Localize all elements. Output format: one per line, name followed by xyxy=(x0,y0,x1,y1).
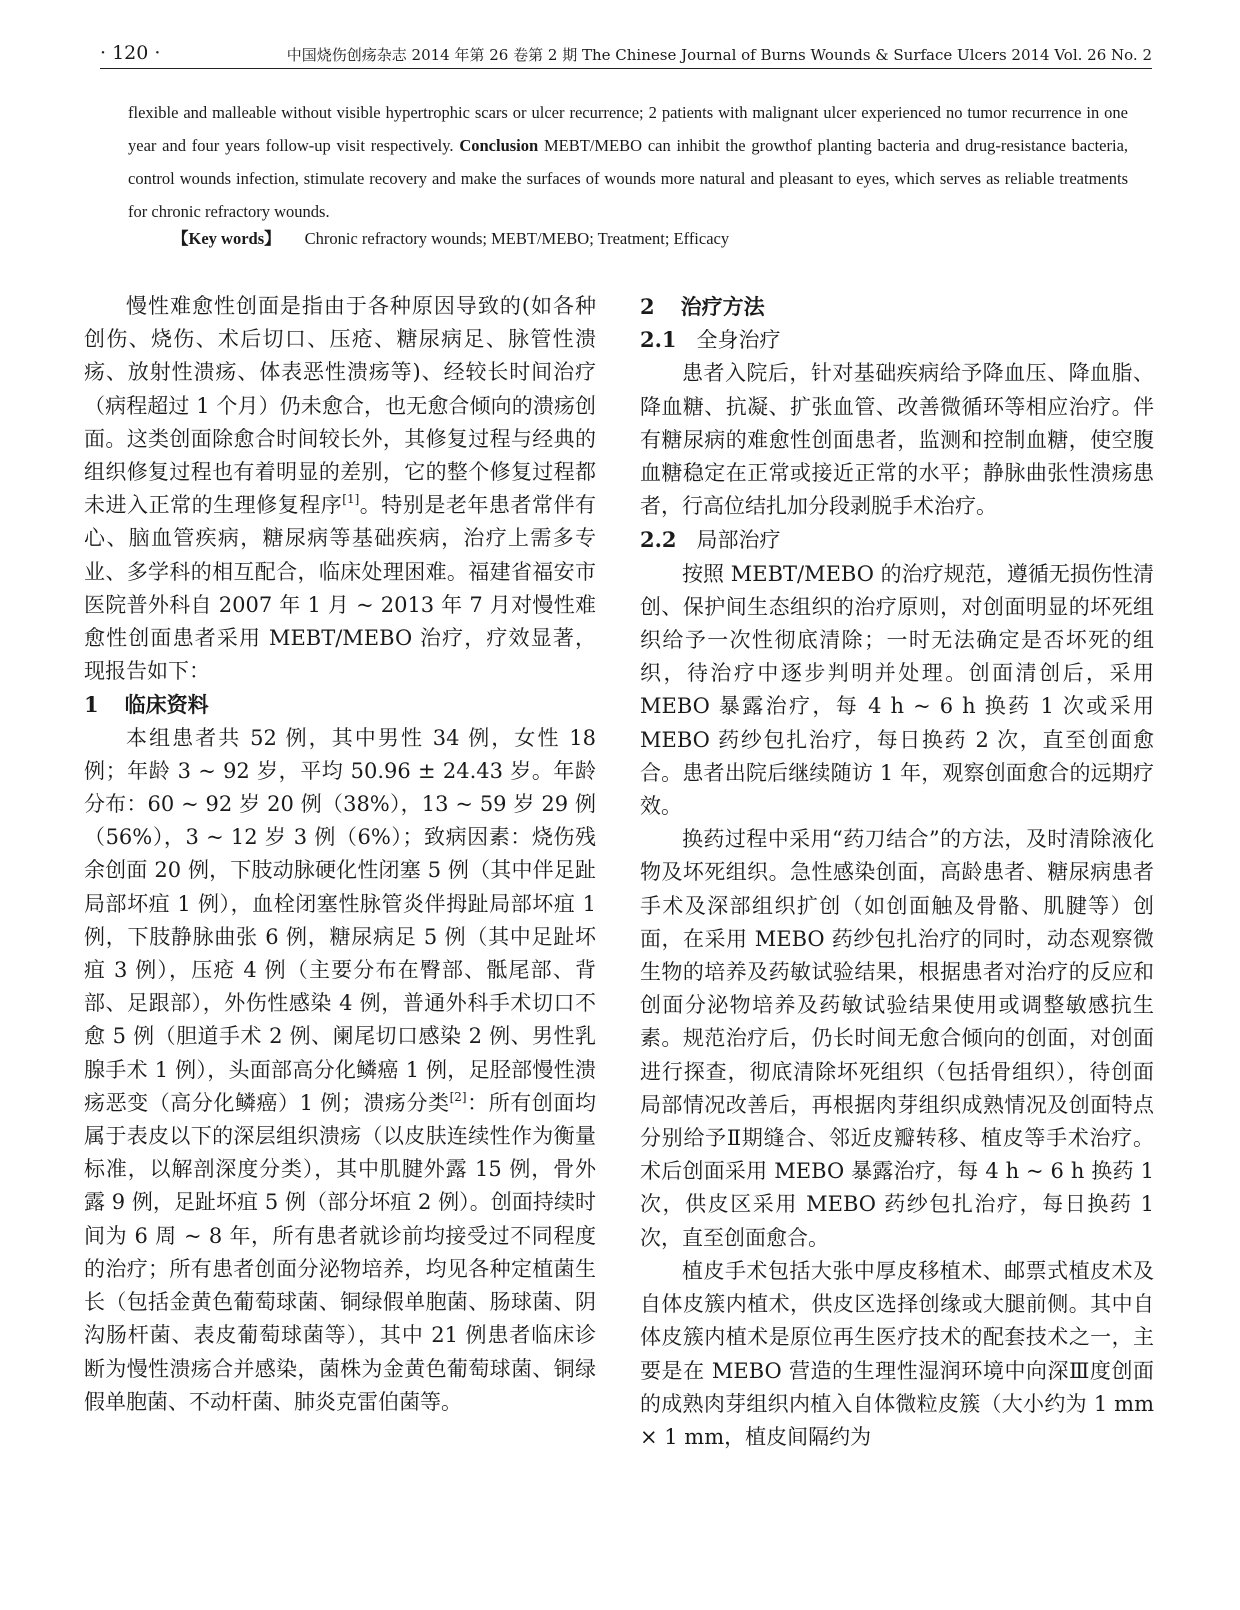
abstract-text xyxy=(128,96,1128,228)
running-header: 中国烧伤创疡杂志 2014 年第 26 卷第 2 期 The Chinese Journal of Burns Wounds & Surface Ulcers 2014 Vol. 26 No. 2 xyxy=(286,46,1152,64)
intro-paragraph xyxy=(84,290,596,688)
abstract-text-b: MEBT/MEBO can inhibit the growthof planting bacteria and drug-resistance bacteria, control wounds infection, stimulate recovery and make the surfaces of wounds more natural and pleasant to eyes, which serves as reliable treatments for chronic refractory wounds. xyxy=(128,136,1129,221)
left-column xyxy=(84,290,596,1419)
abstract-continuation xyxy=(128,96,1128,228)
section-1-number: 1 xyxy=(84,692,99,718)
section-1-heading xyxy=(84,688,596,721)
header-rule xyxy=(100,68,1152,69)
local-treatment-paragraph-1: 按照 MEBT/MEBO 的治疗规范，遵循无损伤性清创、保护间生态组织的治疗原则，对创面明显的坏死组织给予一次性彻底清除；一时无法确定是否坏死的组织，待治疗中逐步判明并处理。创面清创后，采用 MEBO 暴露治疗，每 4 h ~ 6 h 换药 1 次或采用 MEBO 药纱包扎治疗，每日换药 2 次，直至创面愈合。患者出院后继续随访 1 年，观察创面愈合的远期疗效。 xyxy=(640,561,1154,819)
section-2-1-heading xyxy=(640,323,1154,357)
section-2-title: 治疗方法 xyxy=(680,294,765,319)
citation-1: [1] xyxy=(342,492,360,507)
section-2-1-number: 2.1 xyxy=(640,327,677,353)
clinical-data-paragraph xyxy=(84,722,596,1419)
intro-text-b: 。特别是老年患者常伴有心、脑血管疾病，糖尿病等基础疾病，治疗上需多专业、多学科的相互配合，临床处理困难。福建省福安市医院普外科自 2007 年 1 月 ~ 2013 年 7 月对慢性难愈性创面患者采用 MEBT/MEBO 治疗，疗效显著，现报告如下： xyxy=(84,493,597,684)
local-treatment-paragraph-3: 植皮手术包括大张中厚皮移植术、邮票式植皮术及自体皮簇内植术，供皮区选择创缘或大腿前侧。其中自体皮簇内植术是原位再生医疗技术的配套技术之一，主要是在 MEBO 营造的生理性湿润环境中向深Ⅲ度创面的成熟肉芽组织内植入自体微粒皮簇（大小约为 1 mm × 1 mm，植皮间隔约为 xyxy=(640,1258,1154,1449)
conclusion-label: Conclusion xyxy=(459,136,539,155)
right-column xyxy=(640,290,1154,1454)
local-treatment-paragraph-2: 换药过程中采用“药刀结合”的方法，及时清除液化物及坏死组织。急性感染创面，高龄患者、糖尿病患者手术及深部组织扩创（如创面触及骨骼、肌腱等）创面，在采用 MEBO 药纱包扎治疗的同时，动态观察微生物的培养及药敏试验结果，根据患者对治疗的反应和创面分泌物培养及药敏试验结果使用或调整敏感抗生素。规范治疗后，仍长时间无愈合倾向的创面，对创面进行探查，彻底清除坏死组织（包括骨组织），待创面局部情况改善后，再根据肉芽组织成熟情况及创面特点分别给予Ⅱ期缝合、邻近皮瓣转移、植皮等手术治疗。术后创面采用 MEBO 暴露治疗，每 4 h ~ 6 h 换药 1 次，供皮区采用 MEBO 药纱包扎治疗，每日换药 1 次，直至创面愈合。 xyxy=(640,827,1154,1250)
section-2-2-heading xyxy=(640,523,1154,557)
intro-text-a: 慢性难愈性创面是指由于各种原因导致的(如各种创伤、烧伤、术后切口、压疮、糖尿病足、脉管性溃疡、放射性溃疡、体表恶性溃疡等)、经较长时间治疗（病程超过 1 个月）仍未愈合，也无愈合倾向的溃疡创面。这类创面除愈合时间较长外，其修复过程与经典的组织修复过程也有着明显的差别，它的整个修复过程都未进入正常的生理修复程序 xyxy=(84,294,596,518)
page-number: · 120 · xyxy=(100,42,161,64)
keywords-line xyxy=(172,225,729,249)
section-2-2-title: 局部治疗 xyxy=(696,528,781,553)
keywords-text: Chronic refractory wounds; MEBT/MEBO; Treatment; Efficacy xyxy=(304,229,730,248)
section-1-title: 临床资料 xyxy=(124,692,209,718)
page-header xyxy=(100,38,1152,72)
systemic-treatment-paragraph: 患者入院后，针对基础疾病给予降血压、降血脂、降血糖、抗凝、扩张血管、改善微循环等相应治疗。伴有糖尿病的难愈性创面患者，监测和控制血糖，使空腹血糖稳定在正常或接近正常的水平；静脉曲张性溃疡患者，行高位结扎加分段剥脱手术治疗。 xyxy=(640,361,1154,519)
section-2-1-title: 全身治疗 xyxy=(696,328,781,353)
keywords-label: 【Key words】 xyxy=(172,229,281,248)
clinical-text-b: ：所有创面均属于表皮以下的深层组织溃疡（以皮肤连续性作为衡量标准，以解剖深度分类），其中肌腱外露 15 例，骨外露 9 例，足趾坏疽 5 例（部分坏疽 2 例）。创面持续时间为 6 周 ~ 8 年，所有患者就诊前均接受过不同程度的治疗；所有患者创面分泌物培养，均见各种定植菌生长（包括金黄色葡萄球菌、铜绿假单胞菌、肠球菌、阴沟肠杆菌、表皮葡萄球菌等），其中 21 例患者临床诊断为慢性溃疡合并感染，菌株为金黄色葡萄球菌、铜绿假单胞菌、不动杆菌、肺炎克雷伯菌等。 xyxy=(84,1090,596,1414)
section-2-2-number: 2.2 xyxy=(640,527,677,553)
abstract-text-a: flexible and malleable without visible hypertrophic scars or ulcer recurrence; 2 patients with malignant ulcer experienced no tumor recurrence in one year and four years follow-up visit respectively. xyxy=(128,103,1128,155)
clinical-text-a: 本组患者共 52 例，其中男性 34 例，女性 18 例；年龄 3 ~ 92 岁，平均 50.96 ± 24.43 岁。年龄分布：60 ~ 92 岁 20 例（38%），13 ~ 59 岁 29 例（56%），3 ~ 12 岁 3 例（6%）；致病因素：烧伤残余创面 20 例，下肢动脉硬化性闭塞 5 例（其中伴足趾局部坏疽 1 例），血栓闭塞性脉管炎伴拇趾局部坏疽 1 例，下肢静脉曲张 6 例，糖尿病足 5 例（其中足趾坏疽 3 例），压疮 4 例（主要分布在臀部、骶尾部、背部、足跟部），外伤性感染 4 例，普通外科手术切口不愈 5 例（胆道手术 2 例、阑尾切口感染 2 例、男性乳腺手术 1 例），头面部高分化鳞癌 1 例，足胫部慢性溃疡恶变（高分化鳞癌）1 例；溃疡分类 xyxy=(84,725,596,1115)
citation-2: [2] xyxy=(449,1089,467,1104)
section-2-number: 2 xyxy=(640,294,655,319)
section-2-heading xyxy=(640,290,1154,323)
